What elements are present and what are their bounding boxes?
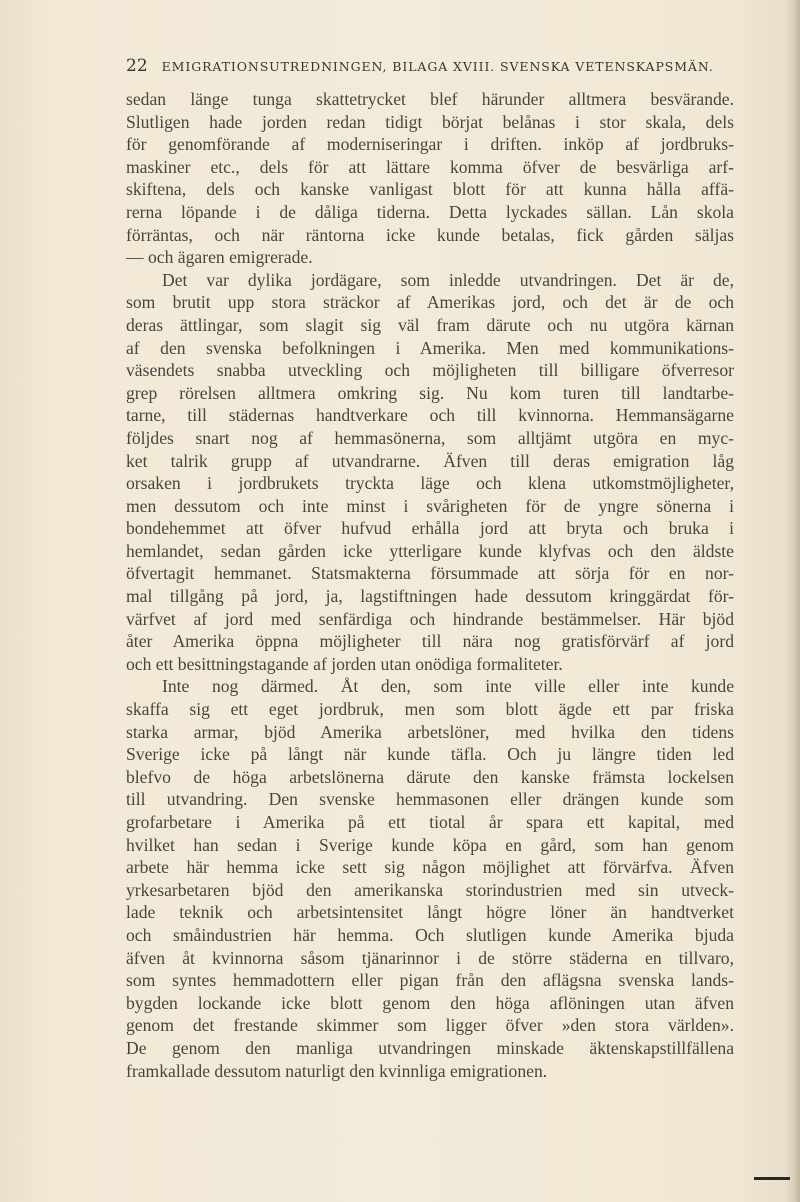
running-header-title: EMIGRATIONSUTREDNINGEN, BILAGA XVIII. SVENSKA VETENSKAPSMÄN. [161,59,714,74]
text-line: Inte nog därmed. Åt den, som inte ville eller inte kunde [162,676,734,697]
text-line: bondehemmet att öfver hufvud erhålla jord att bryta och bruka i [126,518,734,539]
text-line: — och ägaren emigrerade. [126,247,313,268]
text-line: grep rörelsen alltmera omkring sig. Nu kom turen till landtarbe- [126,382,734,403]
text-line: skaffa sig ett eget jordbruk, men som blott ägde ett par friska [126,699,734,720]
text-line: hvilket han sedan i Sverige kunde köpa en gård, som han genom [126,834,734,855]
text-line: och småindustrien här hemma. Och slutligen kunde Amerika bjuda [126,924,734,945]
text-line: åter Amerika öppna möjligheter till nära nog gratisförvärf af jord [126,631,734,652]
text-line: hemlandet, sedan gården icke ytterligare kunde klyfvas och den äldste [126,540,734,561]
text-line: och ett besittningstagande af jorden utan onödiga formaliteter. [126,653,563,674]
text-line: men dessutom och inte minst i svårigheten för de yngre sönerna i [126,495,734,516]
text-line: som brutit upp stora sträckor af Amerikas jord, och det är de och [126,292,734,313]
text-line: De genom den manliga utvandringen minskade äktenskapstillfällena [126,1037,734,1058]
page-edge-shadow [786,0,800,1202]
text-line: öfvertagit hemmanet. Statsmakterna försummade att sörja för en nor- [126,563,734,584]
text-line: Det var dylika jordägare, som inledde utvandringen. Det är de, [162,269,734,290]
text-line: yrkesarbetaren bjöd den amerikanska storindustrien med sin utveck- [126,879,734,900]
text-line: arbete här hemma icke sett sig någon möjlighet att förvärfva. Äfven [126,857,734,878]
text-line: äfven åt kvinnorna såsom tjänarinnor i de större städerna en tillvaro, [126,947,734,968]
text-line: väsendets snabba utveckling och möjligheten till billigare öfverresor [126,360,734,381]
text-line: till utvandring. Den svenske hemmasonen eller drängen kunde som [126,789,734,810]
text-line: maskiner etc., dels för att lättare komma öfver de besvärliga arf- [126,156,734,177]
text-line: Slutligen hade jorden redan tidigt börjat belånas i stor skala, dels [126,111,734,132]
text-line: deras ättlingar, som slagit sig väl fram därute och nu utgöra kärnan [126,314,734,335]
text-line: af den svenska befolkningen i Amerika. Men med kommunikations- [126,337,734,358]
text-line: som syntes hemmadottern eller pigan från den aflägsna svenska lands- [126,970,734,991]
text-line: mal tillgång på jord, ja, lagstiftningen hade dessutom kringgärdat för- [126,586,734,607]
text-line: genom det frestande skimmer som ligger öfver »den stora världen». [126,1015,734,1036]
text-line: för genomförande af moderniseringar i driften. inköp af jordbruks- [126,134,734,155]
text-line: rerna löpande i de dåliga tiderna. Detta lyckades sällan. Lån skola [126,201,734,222]
page-number: 22 [126,56,148,76]
text-line: följdes snart nog af hemmasönerna, som alltjämt utgöra en myc- [126,427,734,448]
text-line: skiftena, dels och kanske vanligast blott för att kunna hålla affä- [126,179,734,200]
text-line: ket talrik grupp af utvandrarne. Äfven till deras emigration låg [126,450,734,471]
text-line: lade teknik och arbetsintensitet långt högre löner än handtverket [126,902,734,923]
page-edge-mark [754,1177,790,1180]
text-line: starka armar, bjöd Amerika arbetslöner, med hvilka den tidens [126,721,734,742]
text-line: orsaken i jordbrukets tryckta läge och klena utkomstmöjligheter, [126,473,734,494]
text-line: värfvet af jord med senfärdiga och hindrande bestämmelser. Här bjöd [126,608,734,629]
text-line: sedan länge tunga skattetrycket blef härunder alltmera besvärande. [126,89,734,109]
text-line: Sverige icke på långt när kunde täfla. Och ju längre tiden led [126,744,734,765]
text-line: bygden lockande icke blott genom den höga aflöningen utan äfven [126,992,734,1013]
running-header [126,56,734,78]
text-line: framkallade dessutom naturligt den kvinnliga emigrationen. [126,1060,548,1081]
text-line: blefvo de höga arbetslönerna därute den kanske främsta lockelsen [126,766,734,787]
text-line: tarne, till städernas handtverkare och till kvinnorna. Hemmansägarne [126,405,734,426]
text-line: förräntas, och när räntorna icke kunde betalas, fick gården säljas [126,224,734,245]
text-line: grofarbetare i Amerika på ett tiotal år spara ett kapital, med [126,812,734,832]
body-text [126,88,734,1082]
